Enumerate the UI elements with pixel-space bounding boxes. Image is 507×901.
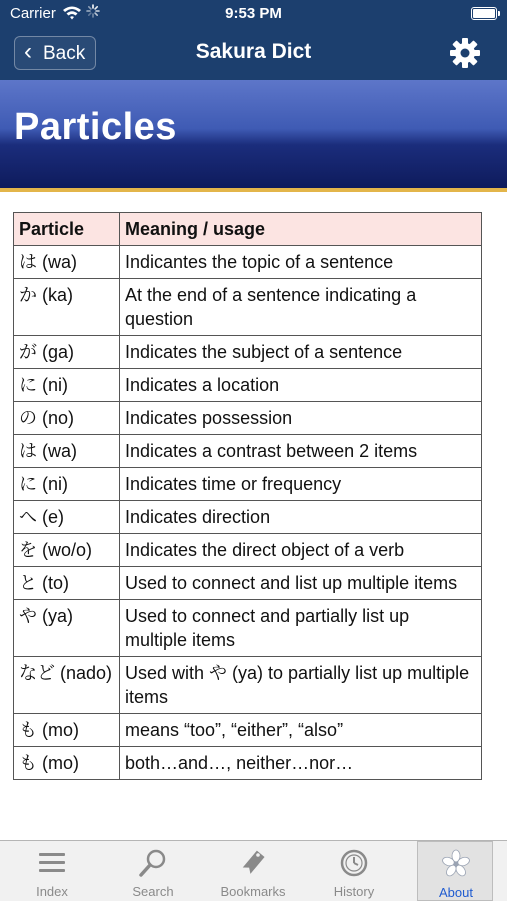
table-row [14, 435, 482, 468]
meaning-cell: Indicates time or frequency [120, 468, 482, 501]
particle-cell: と (to) [14, 567, 120, 600]
table-row [14, 534, 482, 567]
meaning-cell: Indicates a contrast between 2 items [120, 435, 482, 468]
table-row [14, 246, 482, 279]
table-row [14, 402, 482, 435]
tab-index[interactable] [12, 841, 92, 901]
sakura-icon [440, 848, 472, 880]
meaning-cell: Used to connect and partially list up multiple items [120, 600, 482, 657]
content-scroll-area[interactable] [0, 192, 507, 840]
tab-about-label: About [439, 885, 473, 900]
meaning-cell: Used to connect and list up multiple items [120, 567, 482, 600]
tab-search-label: Search [132, 884, 174, 899]
table-row [14, 747, 482, 780]
particle-cell: に (ni) [14, 369, 120, 402]
section-banner [0, 80, 507, 188]
clock-icon [338, 847, 370, 879]
column-header-particle: Particle [14, 213, 120, 246]
status-bar [0, 0, 507, 28]
table-row [14, 468, 482, 501]
tab-bookmarks-label: Bookmarks [220, 884, 286, 899]
particle-cell: など (nado) [14, 657, 120, 714]
table-row [14, 336, 482, 369]
particle-cell: は (wa) [14, 435, 120, 468]
nav-title: Sakura Dict [195, 40, 312, 63]
tab-index-label: Index [36, 884, 68, 899]
particle-cell: や (ya) [14, 600, 120, 657]
table-header-row [14, 213, 482, 246]
meaning-cell: Indicates the subject of a sentence [120, 336, 482, 369]
battery-icon [471, 7, 497, 20]
magnifier-icon [137, 847, 169, 879]
tab-history-label: History [333, 884, 375, 899]
table-row [14, 714, 482, 747]
meaning-cell: both…and…, neither…nor… [120, 747, 482, 780]
table-row [14, 501, 482, 534]
top-bar [0, 0, 507, 80]
particle-cell: に (ni) [14, 468, 120, 501]
tab-search[interactable] [113, 841, 193, 901]
particle-cell: が (ga) [14, 336, 120, 369]
meaning-cell: Indicates a location [120, 369, 482, 402]
meaning-cell: Indicates possession [120, 402, 482, 435]
meaning-cell: means “too”, “either”, “also” [120, 714, 482, 747]
tab-bar [0, 840, 507, 901]
particle-cell: の (no) [14, 402, 120, 435]
back-button-label: Back [43, 43, 86, 64]
meaning-cell: Indicates direction [120, 501, 482, 534]
particle-cell: も (mo) [14, 714, 120, 747]
clock-time: 9:53 PM [225, 5, 282, 22]
column-header-meaning: Meaning / usage [120, 213, 482, 246]
table-row [14, 567, 482, 600]
tab-about[interactable] [417, 841, 493, 901]
tab-bookmarks[interactable] [213, 841, 293, 901]
meaning-cell: Indicates the direct object of a verb [120, 534, 482, 567]
particle-cell: も (mo) [14, 747, 120, 780]
meaning-cell: At the end of a sentence indicating a question [120, 279, 482, 336]
particle-cell: か (ka) [14, 279, 120, 336]
table-row [14, 369, 482, 402]
gear-icon[interactable] [449, 37, 481, 69]
chevron-left-icon: ‹ [24, 38, 32, 65]
particles-table [13, 212, 482, 780]
particle-cell: は (wa) [14, 246, 120, 279]
table-row [14, 657, 482, 714]
particle-cell: へ (e) [14, 501, 120, 534]
table-row [14, 600, 482, 657]
meaning-cell: Used with や (ya) to partially list up multiple items [120, 657, 482, 714]
particle-cell: を (wo/o) [14, 534, 120, 567]
carrier-label: Carrier [10, 5, 56, 22]
meaning-cell: Indicantes the topic of a sentence [120, 246, 482, 279]
list-icon [36, 847, 68, 879]
bookmark-tag-icon [237, 847, 269, 879]
tab-history[interactable] [314, 841, 394, 901]
table-row [14, 279, 482, 336]
section-heading: Particles [14, 106, 177, 148]
